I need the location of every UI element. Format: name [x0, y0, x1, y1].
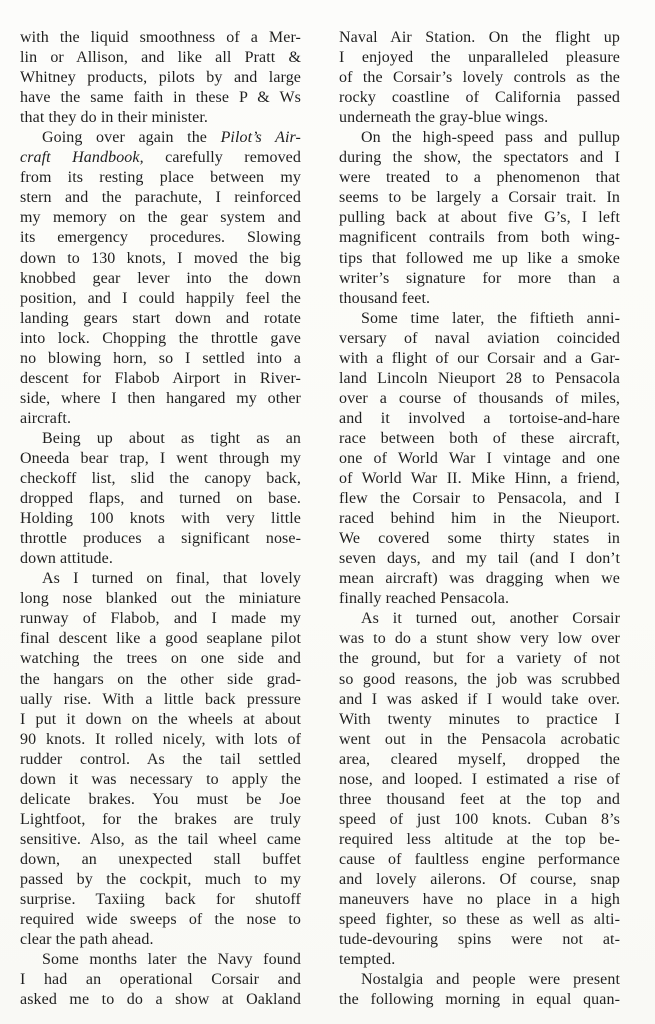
italic-text-segment: Pilot’s Air-	[220, 129, 301, 147]
text-line: with a flight of our Corsair and a Gar-	[339, 349, 620, 367]
text-line: As I turned on final, that lovely	[42, 570, 301, 588]
text-line: versary of naval aviation coincided	[339, 329, 620, 347]
text-line: 90 knots. It rolled nicely, with lots of	[20, 730, 301, 748]
text-line: descent for Flabob Airport in River-	[20, 369, 301, 387]
text-line: delicate brakes. You must be Joe	[20, 790, 301, 808]
text-line: stern and the parachute, I reinforced	[20, 189, 301, 207]
text-line: required wide sweeps of the nose to	[20, 911, 301, 929]
text-line: no blowing horn, so I settled into a	[20, 349, 301, 367]
text-line: into lock. Chopping the throttle gave	[20, 329, 301, 347]
text-line: knobbed gear lever into the down	[20, 269, 301, 287]
right-column	[339, 28, 620, 1010]
italic-text-segment: craft Handbook,	[20, 149, 144, 167]
text-line: speed of just 100 knots. Cuban 8’s	[339, 810, 620, 828]
text-line: side, where I then hangared my other	[20, 389, 301, 407]
paragraph	[20, 950, 301, 1010]
paragraph	[339, 970, 620, 1010]
text-line: I had an operational Corsair and	[20, 971, 301, 989]
text-line: speed fighter, so these as well as alti-	[339, 911, 620, 929]
text-line: tips that followed me up like a smoke	[339, 249, 620, 267]
paragraph	[20, 569, 301, 950]
text-line	[20, 128, 301, 148]
paragraph	[20, 429, 301, 569]
text-line: the following morning in equal quan-	[339, 991, 620, 1009]
text-line: rudder control. As the tail settled	[20, 750, 301, 768]
text-line: with the liquid smoothness of a Mer-	[20, 29, 301, 46]
text-line: landing gears start down and rotate	[20, 309, 301, 327]
text-line: from its resting place between my	[20, 169, 301, 187]
text-line: the hangars on the other side grad-	[20, 670, 301, 688]
text-line: area, cleared myself, dropped the	[339, 750, 620, 768]
text-line: final descent like a good seaplane pilot	[20, 630, 301, 648]
text-line: race between both of these aircraft,	[339, 429, 620, 447]
text-line: land Lincoln Nieuport 28 to Pensacola	[339, 369, 620, 387]
text-line: maneuvers have no place in a high	[339, 891, 620, 909]
text-line: checkoff list, slid the canopy back,	[20, 470, 301, 488]
text-line: throttle produces a significant nose-	[20, 530, 301, 548]
text-line: down to 130 knots, I moved the big	[20, 249, 301, 267]
text-line: my memory on the gear system and	[20, 209, 301, 227]
text-line: surprise. Taxiing back for shutoff	[20, 891, 301, 909]
text-line: down attitude.	[20, 550, 113, 568]
text-line: I enjoyed the unparalleled pleasure	[339, 49, 620, 67]
text-line: cause of faultless engine performance	[339, 850, 620, 868]
text-line: long nose blanked out the miniature	[20, 590, 301, 608]
text-line: over a course of thousands of miles,	[339, 389, 620, 407]
text-line: of World War II. Mike Hinn, a friend,	[339, 470, 620, 488]
text-line: seven days, and my tail (and I don’t	[339, 550, 620, 568]
text-segment: Going over again the	[42, 129, 221, 147]
text-line: down it was necessary to apply the	[20, 770, 301, 788]
left-column	[20, 28, 301, 1010]
text-segment: carefully removed	[143, 149, 301, 167]
text-line: rocky coastline of California passed	[339, 89, 620, 107]
text-line: I put it down on the wheels at about	[20, 710, 301, 728]
text-line: pulling back at about five G’s, I left	[339, 209, 620, 227]
paragraph	[20, 28, 301, 128]
text-line: and lovely ailerons. Of course, snap	[339, 870, 620, 888]
paragraph	[20, 128, 301, 429]
text-line: writer’s signature for more than a	[339, 269, 620, 287]
text-line: were treated to a phenomenon that	[339, 169, 620, 187]
text-line: runway of Flabob, and I made my	[20, 610, 301, 628]
text-line: one of World War I vintage and one	[339, 449, 620, 467]
text-line: ually rise. With a little back pressure	[20, 690, 301, 708]
text-line: down, an unexpected stall buffet	[20, 850, 301, 868]
text-line: We covered some thirty states in	[339, 530, 620, 548]
text-line: tude-devouring spins were not at-	[339, 931, 620, 949]
text-line: that they do in their minister.	[20, 109, 208, 127]
text-line: and I was asked if I would take over.	[339, 690, 620, 708]
text-line: finally reached Pensacola.	[339, 590, 510, 608]
text-line: lin or Allison, and like all Pratt &	[20, 49, 301, 67]
paragraph	[339, 128, 620, 308]
text-line: Holding 100 knots with very little	[20, 510, 301, 528]
text-line: was to do a stunt show very low over	[339, 630, 620, 648]
text-line	[20, 148, 301, 168]
text-line: of the Corsair’s lovely controls as the	[339, 69, 620, 87]
text-line: dropped flaps, and turned on base.	[20, 490, 301, 508]
text-line: Whitney products, pilots by and large	[20, 69, 301, 87]
text-line: thousand feet.	[339, 289, 431, 307]
text-line: As it turned out, another Corsair	[361, 610, 620, 628]
text-line: the ground, but for a variety of not	[339, 650, 620, 668]
text-line: magnificent contrails from both wing-	[339, 229, 620, 247]
text-line: went out in the Pensacola acrobatic	[339, 730, 620, 748]
text-line: flew the Corsair to Pensacola, and I	[339, 490, 620, 508]
paragraph	[339, 609, 620, 970]
text-line: Lightfoot, for the brakes are truly	[20, 810, 301, 828]
text-line: and it involved a tortoise-and-hare	[339, 409, 620, 427]
text-line: Nostalgia and people were present	[361, 971, 620, 989]
text-line: seems to be largely a Corsair trait. In	[339, 189, 620, 207]
text-line: Being up about as tight as an	[42, 429, 301, 447]
text-columns	[20, 28, 655, 1010]
text-line: On the high-speed pass and pullup	[361, 129, 620, 147]
text-line: With twenty minutes to practice I	[339, 710, 620, 728]
text-line: Some months later the Navy found	[42, 951, 301, 969]
text-line: Some time later, the fiftieth anni-	[361, 309, 620, 327]
text-line: asked me to do a show at Oakland	[20, 991, 301, 1009]
text-line: sensitive. Also, as the tail wheel came	[20, 830, 301, 848]
text-line: nose, and looped. I estimated a rise of	[339, 770, 620, 788]
text-line: passed by the cockpit, much to my	[20, 870, 301, 888]
text-line: clear the path ahead.	[20, 931, 154, 949]
paragraph	[339, 28, 620, 128]
text-line: Oneeda bear trap, I went through my	[20, 449, 301, 467]
text-line: Naval Air Station. On the flight up	[339, 29, 620, 46]
text-line: position, and I could happily feel the	[20, 289, 301, 307]
paragraph	[339, 309, 620, 610]
text-line: underneath the gray-blue wings.	[339, 109, 549, 127]
text-line: three thousand feet at the top and	[339, 790, 620, 808]
text-line: have the same faith in these P & Ws	[20, 89, 301, 107]
text-line: mean aircraft) was dragging when we	[339, 570, 620, 588]
text-line: watching the trees on one side and	[20, 650, 301, 668]
text-line: its emergency procedures. Slowing	[20, 229, 301, 247]
text-line: raced behind him in the Nieuport.	[339, 510, 620, 528]
text-line: during the show, the spectators and I	[339, 149, 620, 167]
text-line: aircraft.	[20, 409, 72, 427]
text-line: tempted.	[339, 951, 396, 969]
text-line: required less altitude at the top be-	[339, 830, 620, 848]
text-line: so good reasons, the job was scrubbed	[339, 670, 620, 688]
